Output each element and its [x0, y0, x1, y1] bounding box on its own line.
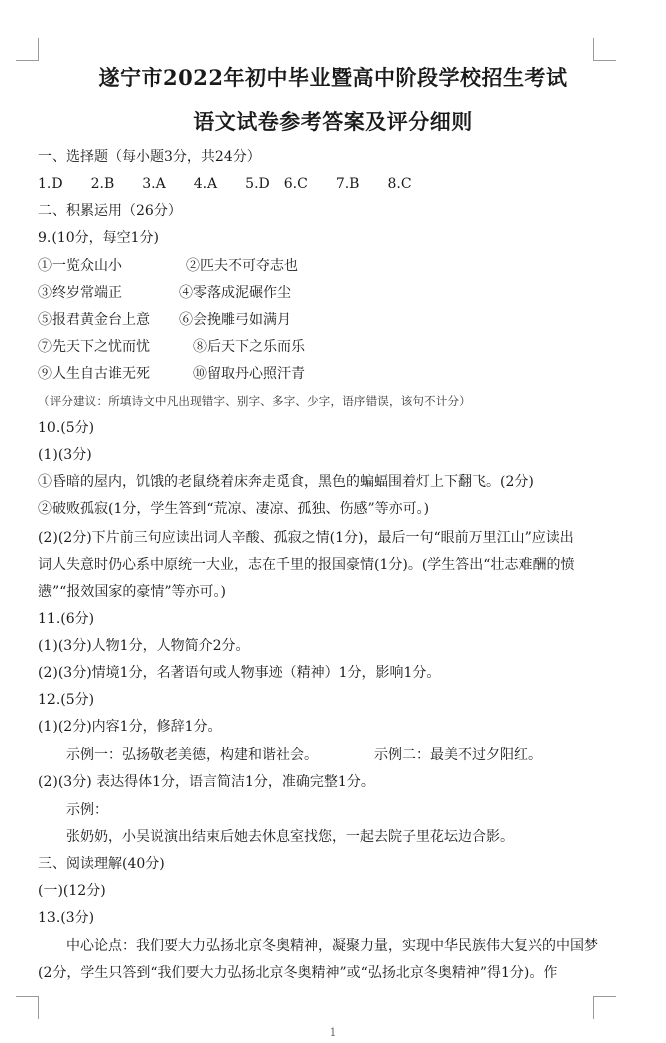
answer-item: ⑦先天下之忧而忧 [38, 339, 150, 355]
example-label: 示例： [66, 802, 108, 818]
answer-item: ①一览众山小 [38, 258, 122, 274]
answer-line: 1.D 2.B 3.A 4.A 5.D 6.C 7.B 8.C [38, 176, 412, 192]
section-heading-choice: 一、选择题（每小题3分，共24分） [38, 149, 261, 165]
answer-line: ①昏暗的屋内，饥饿的老鼠绕着床奔走觅食，黑色的蝙蝠围着灯上下翻飞。(2分) [38, 474, 534, 490]
answer-item: ⑤报君黄金台上意 [38, 312, 150, 328]
answer-item: ③终岁常端正 [38, 285, 122, 301]
example-line: 张奶奶，小吴说演出结束后她去休息室找您，一起去院子里花坛边合影。 [66, 829, 514, 845]
answer-item: ⑥会挽雕弓如满月 [179, 312, 291, 328]
example-one: 示例一：弘扬敬老美德，构建和谐社会。 [66, 747, 318, 763]
scoring-note: （评分建议：所填诗文中凡出现错字、别字、多字、少字，语序错误，该句不计分） [38, 394, 471, 408]
document-subtitle: 语文试卷参考答案及评分细则 [193, 109, 473, 134]
answer-item: ⑩留取丹心照汗青 [193, 366, 305, 382]
answer-line: (2)(3分)情境1分，名著语句或人物事迹（精神）1分，影响1分。 [38, 665, 441, 681]
question-heading: 11.(6分) [38, 611, 95, 627]
answer-line [38, 283, 598, 303]
crop-mark-bottom-left [16, 996, 39, 1019]
answer-line: 中心论点：我们要大力弘扬北京冬奥精神，凝聚力量，实现中华民族伟大复兴的中国梦 [66, 938, 598, 954]
answer-line: (2分，学生只答到“我们要大力弘扬北京冬奥精神”或“弘扬北京冬奥精神”得1分)。作 [38, 965, 558, 981]
example-two: 示例二：最美不过夕阳红。 [374, 747, 542, 763]
answer-item: ②匹夫不可夺志也 [186, 258, 298, 274]
answer-line: (1)(2分)内容1分，修辞1分。 [38, 719, 222, 735]
sub-question-heading: (1)(3分) [38, 447, 92, 463]
document-title: 遂宁市2022年初中毕业暨高中阶段学校招生考试 [98, 65, 568, 90]
answer-line [38, 337, 598, 357]
section-heading-reading: 三、阅读理解(40分) [38, 856, 165, 872]
answer-line: 懑”“报效国家的豪情”等亦可。) [38, 584, 226, 600]
question-heading: 9.(10分，每空1分) [38, 230, 160, 246]
question-heading: 12.(5分) [38, 692, 95, 708]
answer-item: ⑨人生自古谁无死 [38, 366, 150, 382]
page-number: 1 [329, 1026, 337, 1039]
answer-item: ⑧后天下之乐而乐 [193, 339, 305, 355]
answer-line: ②破败孤寂(1分，学生答到“荒凉、凄凉、孤独、伤感”等亦可。) [38, 501, 430, 517]
answer-line [38, 364, 598, 384]
answer-line: 词人失意时仍心系中原统一大业，志在千里的报国豪情(1分)。(学生答出“壮志难酬的愤 [38, 557, 575, 573]
answer-line: (2)(3分) 表达得体1分，语言简洁1分，准确完整1分。 [38, 774, 375, 790]
answer-line [38, 256, 598, 276]
question-heading: 10.(5分) [38, 420, 95, 436]
section-heading-accumulation: 二、积累运用（26分） [38, 203, 182, 219]
crop-mark-top-left [16, 38, 39, 61]
example-line [66, 745, 626, 765]
sub-section-heading: (一)(12分) [38, 883, 106, 899]
crop-mark-bottom-right [593, 996, 616, 1019]
answer-line [38, 310, 598, 330]
question-heading: 13.(3分) [38, 910, 95, 926]
answer-item: ④零落成泥碾作尘 [179, 285, 291, 301]
answer-line: (2)(2分)下片前三句应读出词人辛酸、孤寂之情(1分)，最后一句“眼前万里江山”应读出 [38, 530, 574, 546]
answer-line: (1)(3分)人物1分，人物简介2分。 [38, 638, 250, 654]
crop-mark-top-right [593, 38, 616, 61]
